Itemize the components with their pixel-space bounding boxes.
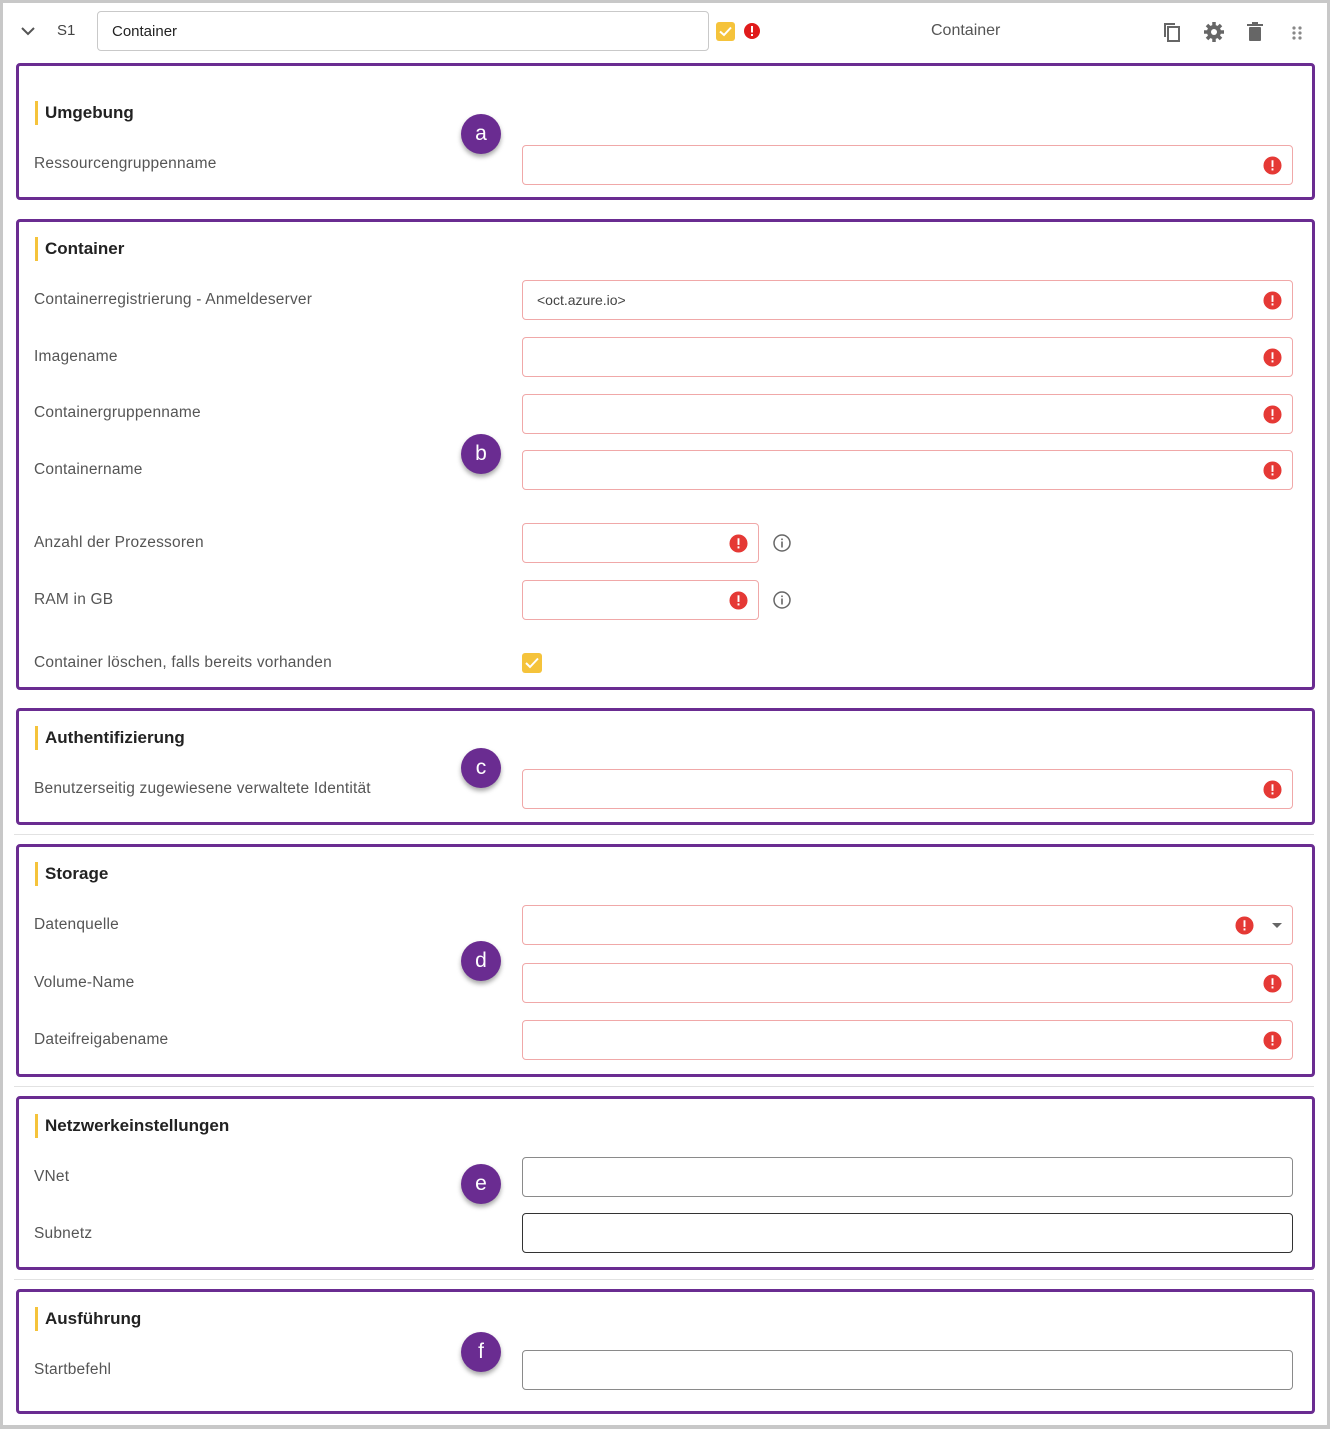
section-title: Authentifizierung xyxy=(35,726,185,750)
section-title: Netzwerkeinstellungen xyxy=(35,1114,229,1138)
section-title: Umgebung xyxy=(35,101,134,125)
divider xyxy=(14,1279,1314,1280)
check-icon[interactable] xyxy=(716,22,735,41)
field-value: <oct.azure.io> xyxy=(537,292,626,308)
info-icon[interactable] xyxy=(772,590,792,610)
field-label: Containerregistrierung - Anmeldeserver xyxy=(34,291,313,308)
step-name-input[interactable] xyxy=(97,11,709,51)
field-label: Dateifreigabename xyxy=(34,1031,169,1048)
field-label: Benutzerseitig zugewiesene verwaltete Identität xyxy=(34,780,371,797)
ram-input[interactable] xyxy=(522,580,759,620)
error-icon xyxy=(729,591,748,610)
field-label: Containergruppenname xyxy=(34,404,201,421)
step-type-title: Container xyxy=(931,22,1001,39)
managed-identity-input[interactable] xyxy=(522,769,1293,809)
start-command-input[interactable] xyxy=(522,1350,1293,1390)
field-label: Containername xyxy=(34,461,143,478)
section-netzwerkeinstellungen xyxy=(16,1096,1315,1270)
section-title: Storage xyxy=(35,862,108,886)
section-container xyxy=(16,219,1315,690)
error-icon xyxy=(1263,1031,1282,1050)
error-icon xyxy=(743,22,761,40)
delete-existing-checkbox[interactable] xyxy=(522,653,542,673)
copy-icon[interactable] xyxy=(1160,20,1184,44)
section-storage xyxy=(16,844,1315,1077)
data-source-select[interactable] xyxy=(522,905,1293,945)
error-icon xyxy=(1263,780,1282,799)
divider xyxy=(14,1086,1314,1087)
error-icon xyxy=(1263,348,1282,367)
container-group-input[interactable] xyxy=(522,394,1293,434)
field-label: Container löschen, falls bereits vorhanden xyxy=(34,654,332,671)
trash-icon[interactable] xyxy=(1243,20,1267,44)
error-icon xyxy=(729,534,748,553)
subnet-input[interactable] xyxy=(522,1213,1293,1253)
error-icon xyxy=(1263,461,1282,480)
drag-handle-icon[interactable] xyxy=(1286,20,1310,44)
field-label: VNet xyxy=(34,1168,70,1185)
callout-badge: d xyxy=(461,941,501,981)
error-icon xyxy=(1263,291,1282,310)
field-label: RAM in GB xyxy=(34,591,114,608)
step-number: S1 xyxy=(57,22,76,39)
section-title: Ausführung xyxy=(35,1307,141,1331)
container-name-input[interactable] xyxy=(522,450,1293,490)
callout-badge: e xyxy=(461,1164,501,1204)
image-name-input[interactable] xyxy=(522,337,1293,377)
registry-server-input[interactable] xyxy=(522,280,1293,320)
vnet-input[interactable] xyxy=(522,1157,1293,1197)
cpu-count-input[interactable] xyxy=(522,523,759,563)
info-icon[interactable] xyxy=(772,533,792,553)
callout-badge: b xyxy=(461,434,501,474)
volume-name-input[interactable] xyxy=(522,963,1293,1003)
resource-group-input[interactable] xyxy=(522,145,1293,185)
section-title: Container xyxy=(35,237,124,261)
callout-badge: f xyxy=(461,1332,501,1372)
field-label: Imagename xyxy=(34,348,118,365)
gear-icon[interactable] xyxy=(1202,20,1226,44)
error-icon xyxy=(1263,405,1282,424)
file-share-input[interactable] xyxy=(522,1020,1293,1060)
field-label: Volume-Name xyxy=(34,974,135,991)
divider xyxy=(14,834,1314,835)
callout-badge: a xyxy=(461,114,501,154)
callout-badge: c xyxy=(461,748,501,788)
chevron-down-icon[interactable] xyxy=(18,21,38,41)
check-icon xyxy=(525,657,539,669)
field-label: Startbefehl xyxy=(34,1361,112,1378)
field-label: Subnetz xyxy=(34,1225,93,1242)
field-label: Anzahl der Prozessoren xyxy=(34,534,204,551)
field-label: Ressourcengruppenname xyxy=(34,155,217,172)
section-authentifizierung xyxy=(16,708,1315,825)
section-ausfuehrung xyxy=(16,1289,1315,1414)
error-icon xyxy=(1235,916,1254,935)
section-umgebung xyxy=(16,63,1315,200)
error-icon xyxy=(1263,974,1282,993)
step-header xyxy=(3,3,1327,59)
dropdown-arrow-icon[interactable] xyxy=(1272,923,1282,928)
field-label: Datenquelle xyxy=(34,916,119,933)
error-icon xyxy=(1263,156,1282,175)
